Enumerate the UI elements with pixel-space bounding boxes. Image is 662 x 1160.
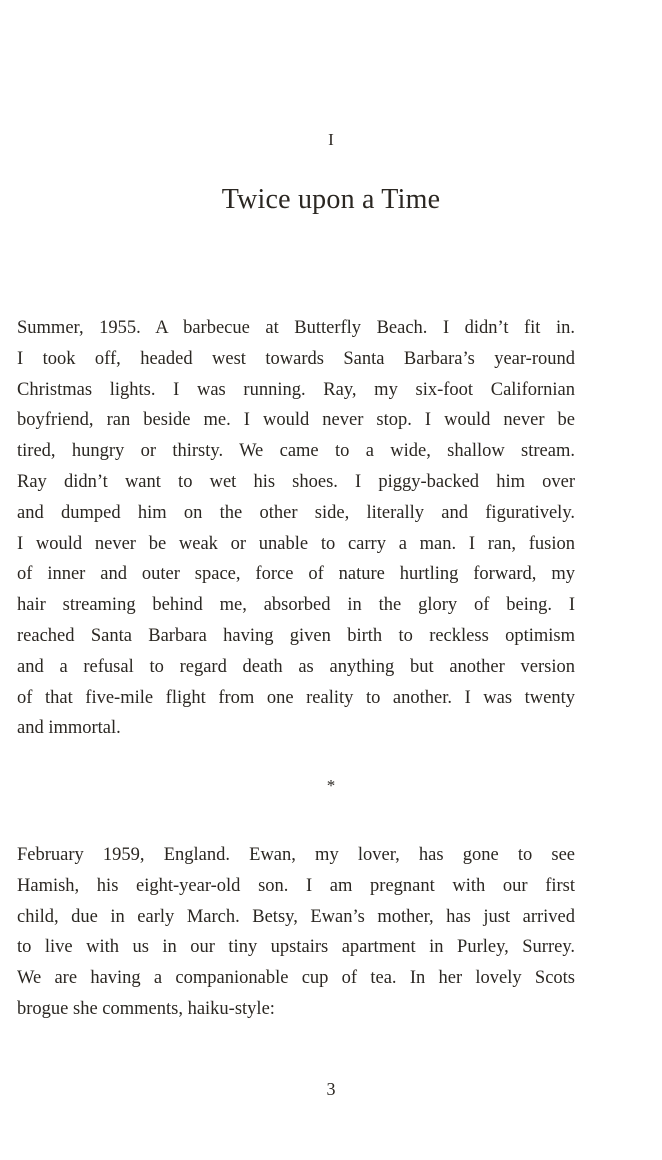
text-line: Hamish, his eight-year-old son. I am pregnant with our first (17, 875, 575, 896)
text-line: brogue she comments, haiku-style: (17, 998, 275, 1019)
paragraph-1 (17, 313, 575, 744)
text-line: and immortal. (17, 718, 121, 739)
chapter-title: Twice upon a Time (221, 184, 441, 215)
text-line: and a refusal to regard death as anything but another version (17, 656, 575, 677)
text-line: child, due in early March. Betsy, Ewan’s mother, has just arrived (17, 906, 575, 927)
text-line: to live with us in our tiny upstairs apartment in Purley, Surrey. (17, 937, 575, 958)
page-number: 3 (326, 1079, 336, 1099)
paragraph-2 (17, 840, 575, 1025)
text-line: and dumped him on the other side, literally and figuratively. (17, 502, 575, 523)
section-separator: * (326, 776, 336, 795)
text-line: Christmas lights. I was running. Ray, my six-foot Californian (17, 379, 575, 400)
text-line: tired, hungry or thirsty. We came to a wide, shallow stream. (17, 441, 575, 462)
text-line: of inner and outer space, force of nature hurtling forward, my (17, 564, 575, 585)
text-line: I took off, headed west towards Santa Barbara’s year-round (17, 348, 575, 369)
text-line: Summer, 1955. A barbecue at Butterfly Beach. I didn’t fit in. (17, 318, 575, 338)
text-line: hair streaming behind me, absorbed in the glory of being. I (17, 595, 575, 616)
text-line: We are having a companionable cup of tea. In her lovely Scots (17, 968, 575, 989)
text-line: I would never be weak or unable to carry a man. I ran, fusion (17, 533, 575, 554)
text-line: reached Santa Barbara having given birth to reckless optimism (17, 625, 575, 646)
text-line: boyfriend, ran beside me. I would never stop. I would never be (17, 410, 575, 431)
text-line: Ray didn’t want to wet his shoes. I piggy-backed him over (17, 471, 575, 492)
chapter-number: I (328, 130, 334, 149)
text-line: of that five-mile flight from one reality to another. I was twenty (17, 687, 575, 708)
text-line: February 1959, England. Ewan, my lover, has gone to see (17, 845, 575, 865)
